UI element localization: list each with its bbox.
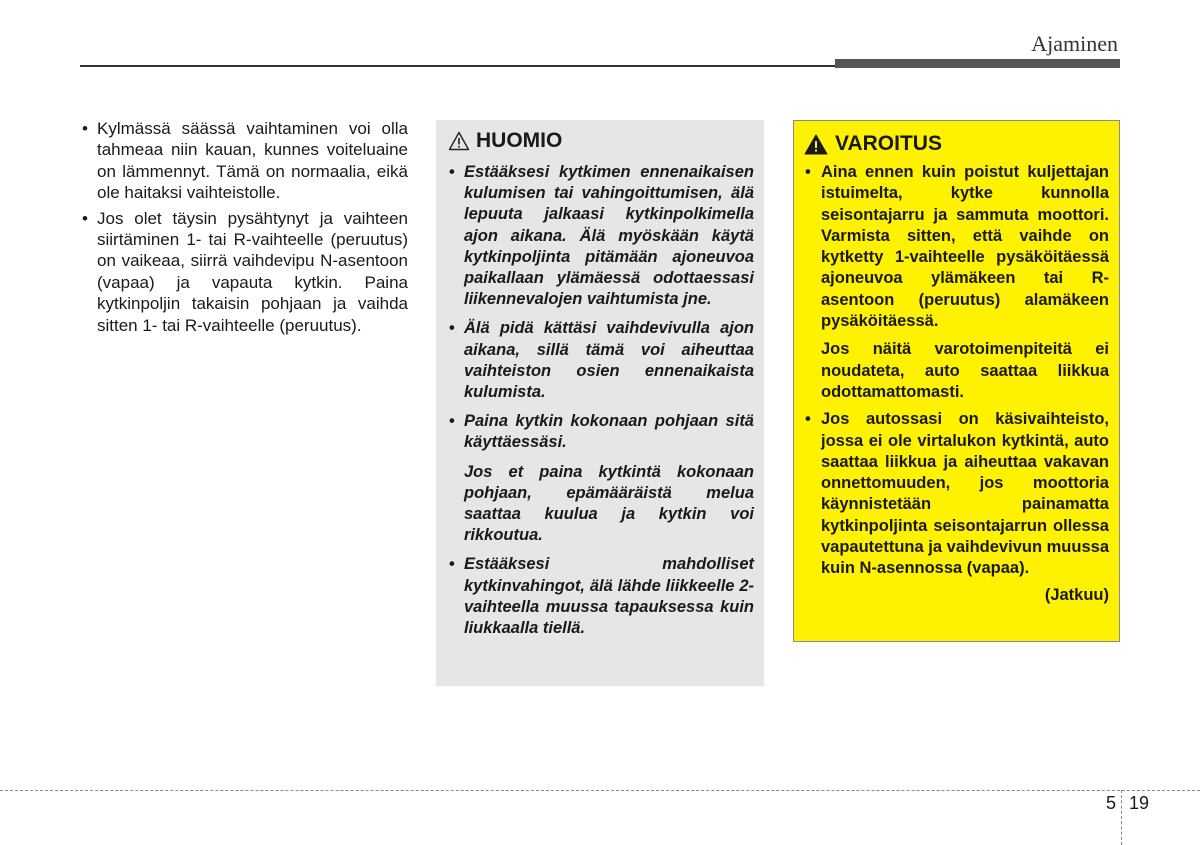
warning-heading: [804, 132, 1109, 156]
warning-list: [804, 162, 1109, 580]
list-item-note: Jos et paina kytkintä kokonaan pohjaan, epämääräistä melua saattaa kuulua ja kytkin voi rikkoutua.: [464, 462, 754, 545]
list-item: • Kylmässä säässä vaihtaminen voi olla tahmeaa niin kauan, kunnes voiteluaine on lämmennyt. Tämä on normaalia, eikä ole haitaksi vaihteistolle.: [80, 118, 408, 204]
footer-rule: [0, 790, 1200, 791]
list-item: • Älä pidä kättäsi vaihdevivulla ajon aikana, sillä tämä voi aiheuttaa vaihteiston osien ennenaikaista kulumista.: [448, 318, 754, 403]
notice-box: [436, 120, 764, 686]
list-item: • Jos autossasi on käsivaihteisto, jossa ei ole virtalukon kytkintä, auto saattaa liikkua ja aiheuttaa vakavan onnettomuuden, jos moottoria käynnistetään painamatta kytkinpoljinta seisontajarrun ollessa vapautettuna ja vaihdevivun muussa kuin N-asennossa (vapaa).: [804, 409, 1109, 579]
list-item: [448, 411, 754, 546]
notice-list: [448, 162, 754, 639]
chapter-title: Ajaminen: [1031, 31, 1118, 56]
continued-label: (Jatkuu): [1044, 585, 1109, 604]
list-item: • Estääksesi mahdolliset kytkinvahingot, älä lähde liikkeelle 2-vaihteella muussa tapauksessa kuin liukkaalla tiellä.: [448, 554, 754, 639]
warning-title: VAROITUS: [835, 132, 942, 155]
list-item-text: Aina ennen kuin poistut kuljettajan istuimelta, kytke kunnolla seisontajarru ja sammuta moottori. Varmista sitten, että vaihde on kytketty 1-vaihteelle pysäköitäessä ajoneuvoa ylämäkeen tai R-asentoon (peruutus) alamäkeen pysäköitäessä.: [821, 163, 1109, 331]
caution-triangle-icon: [448, 131, 470, 151]
warning-triangle-icon: [804, 134, 828, 155]
bullet-list: [80, 118, 408, 336]
page-number: 19: [1129, 793, 1150, 813]
footer-divider: [1121, 790, 1122, 845]
notice-title: HUOMIO: [476, 129, 563, 152]
list-item: • Estääksesi kytkimen ennenaikaisen kulumisen tai vahingoittumisen, älä lepuuta jalkaasi kytkinpolkimella ajon aikana. Älä myöskään käytä kytkinpoljinta pitämään ajoneuvoa paikallaan ylämäessä odottaessasi liikennevalojen vaihtumista jne.: [448, 162, 754, 310]
list-item: • Jos olet täysin pysähtynyt ja vaihteen siirtäminen 1- tai R-vaihteelle (peruutus) on vaikeaa, siirrä vaihdevipu N-asentoon (vapaa) ja vapauta kytkin. Paina kytkinpoljin takaisin pohjaan ja vaihda sitten 1- tai R-vaihteelle (peruutus).: [80, 208, 408, 336]
warning-box: [793, 120, 1120, 642]
list-item-text: Paina kytkin kokonaan pohjaan sitä käyttäessäsi.: [464, 412, 754, 452]
header-rule: [80, 65, 835, 67]
body-text-column: [80, 118, 408, 340]
list-item: [804, 162, 1109, 403]
notice-heading: [448, 129, 754, 153]
chapter-number: 5: [1105, 793, 1116, 813]
header-rule-accent: [835, 59, 1120, 68]
list-item-note: Jos näitä varotoimenpiteitä ei noudateta, auto saattaa liikkua odottamattomasti.: [821, 340, 1109, 401]
